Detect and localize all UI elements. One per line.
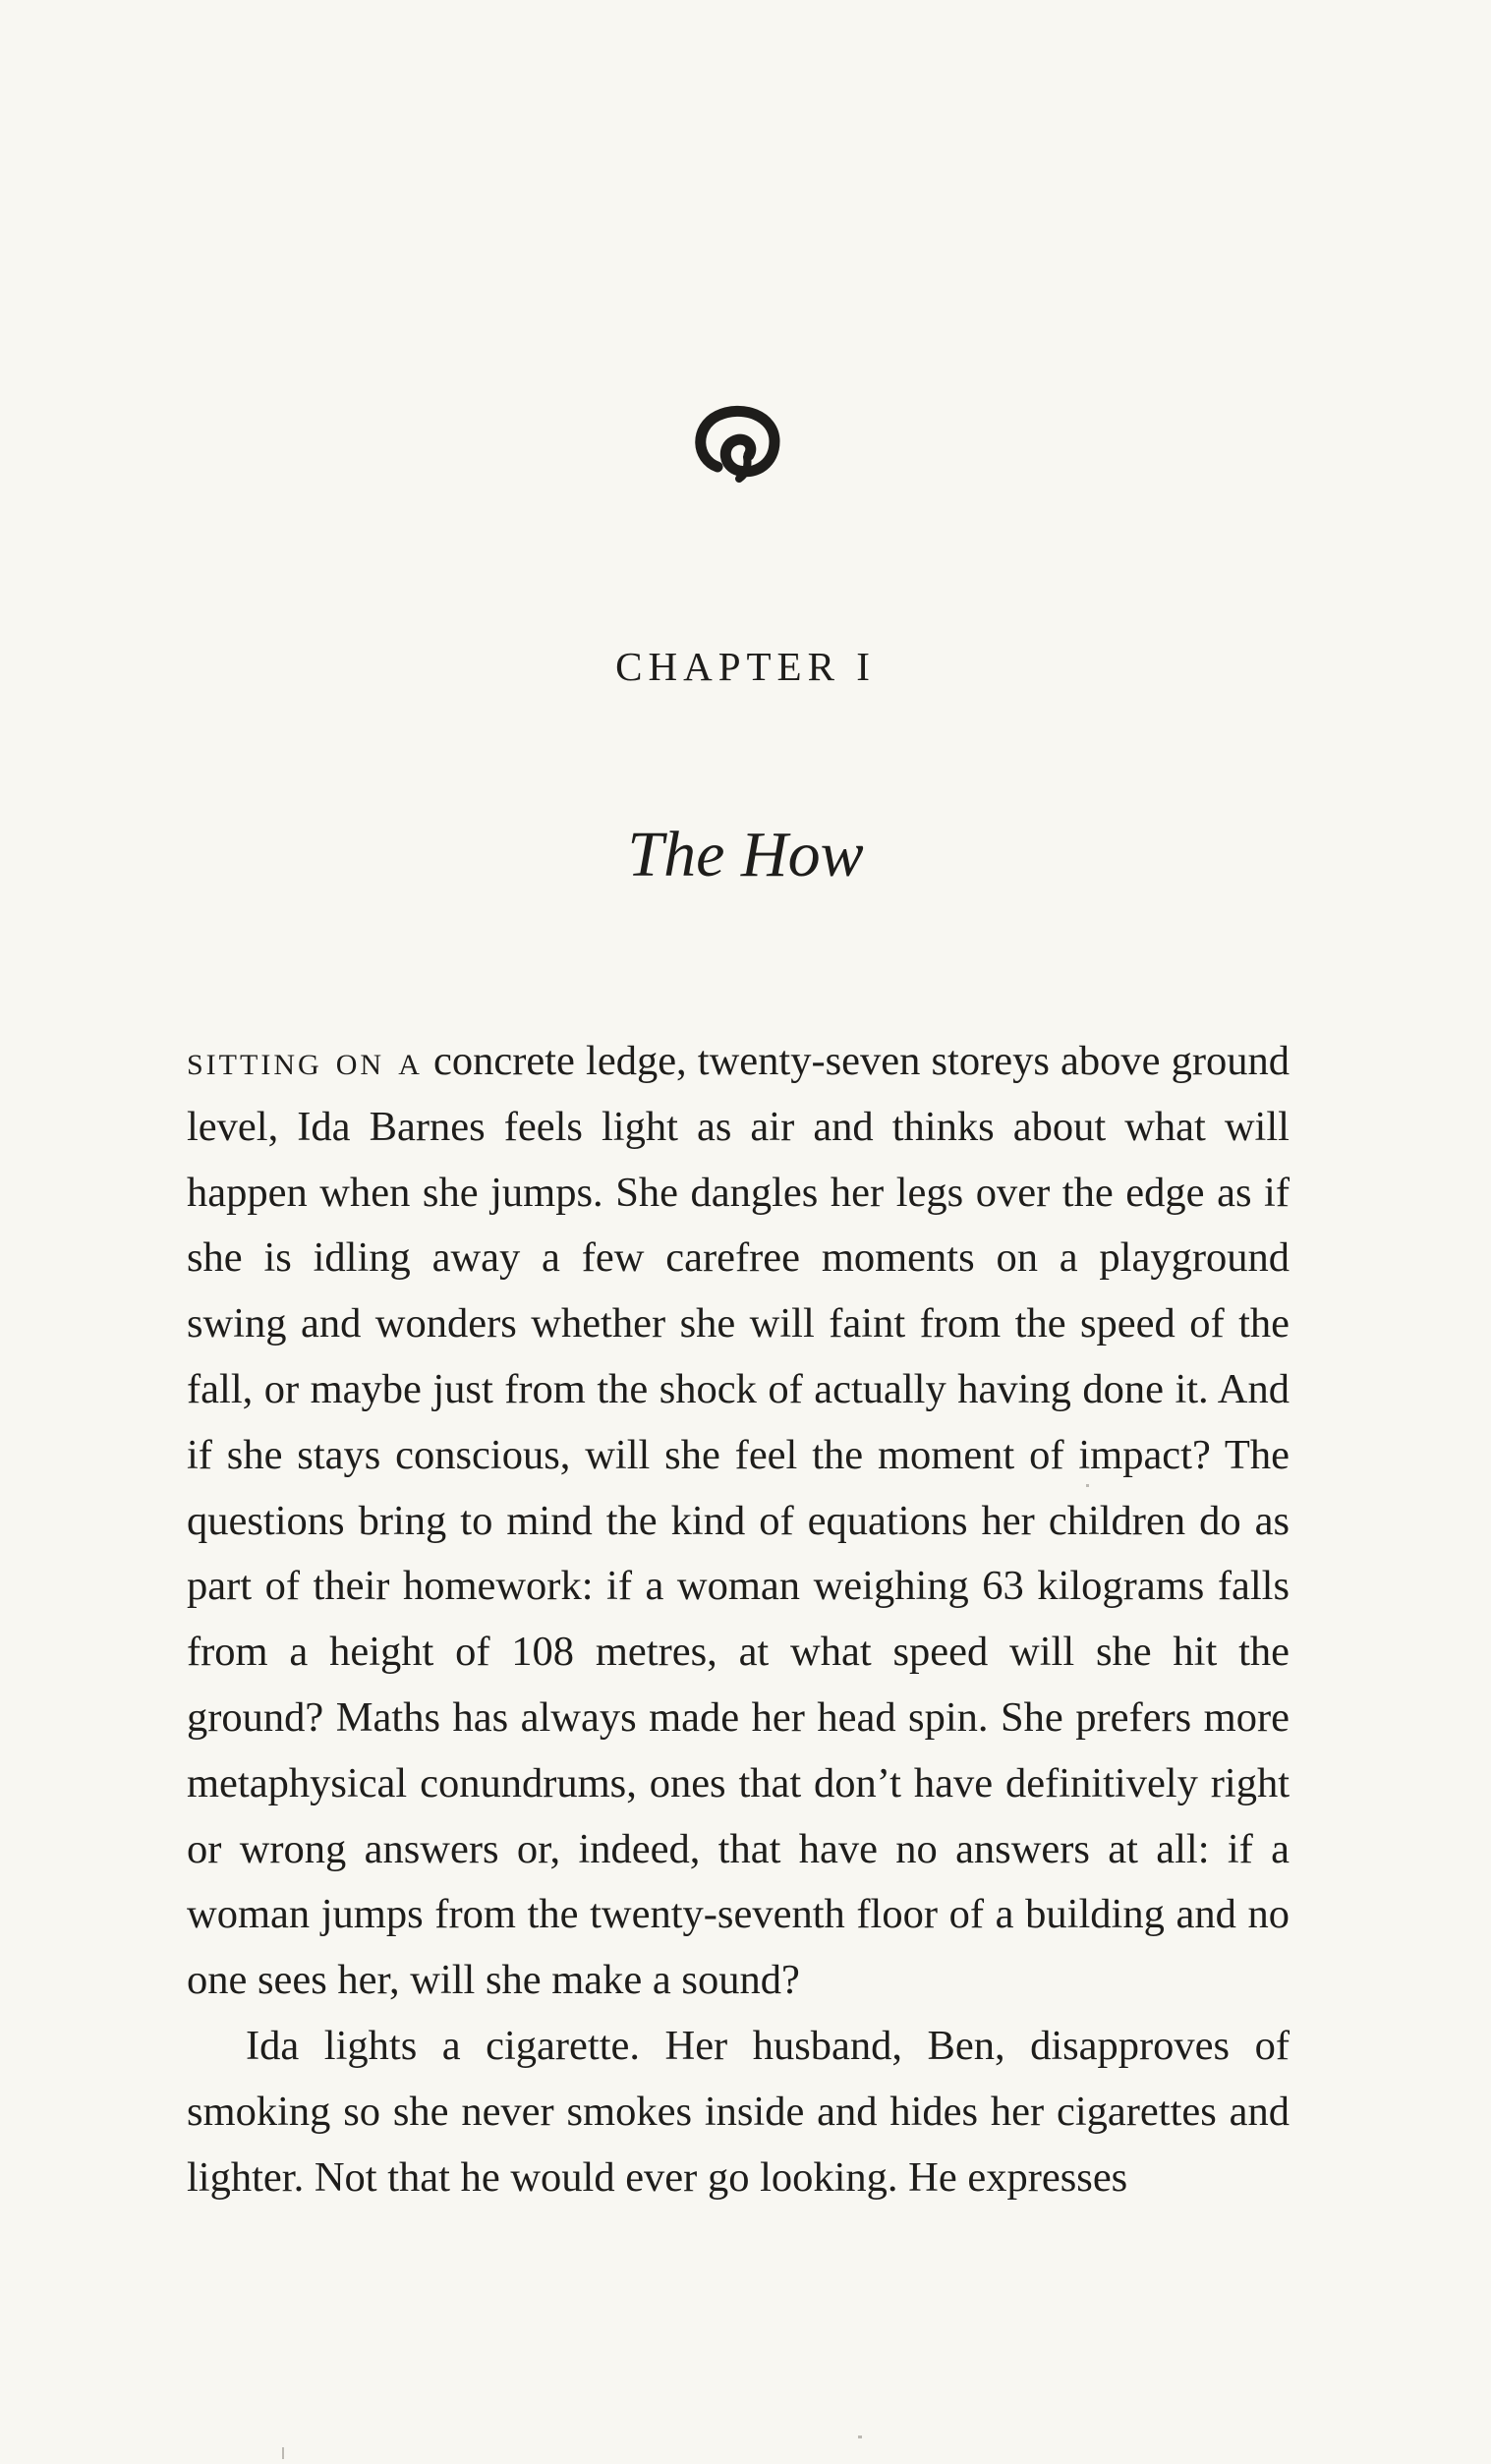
paragraph-1-text: concrete ledge, twenty-seven storeys above ground level, Ida Barnes feels light as air and thinks about what will happen when she jumps. She dangles her legs over the edge as if she is idling away a few carefree moments on a playground swing and wonders whether she will faint from the speed of the fall, or maybe just from the shock of actually having done it. And if she stays conscious, will she feel the moment of impact? The questions bring to mind the kind of equations her children do as part of their homework: if a woman weighing 63 kilograms falls from a height of 108 metres, at what speed will she hit the ground? Maths has always made her head spin. She prefers more metaphysical conundrums, ones that don’t have definitively right or wrong answers or, indeed, that have no answers at all: if a woman jumps from the twenty-seventh floor of a building and no one sees her, will she make a sound? xyxy=(187,1038,1290,2004)
paragraph-1 xyxy=(187,1029,1290,2014)
paragraph-2: Ida lights a cigarette. Her husband, Ben, disapproves of smoking so she never smokes inside and hides her cigarettes and lighter. Not that he would ever go looking. He expresses xyxy=(187,2022,1290,2201)
scan-speck xyxy=(1086,1484,1089,1487)
chapter-number: CHAPTER I xyxy=(615,644,876,689)
scan-speck xyxy=(282,2447,284,2459)
body-text xyxy=(187,1029,1290,2210)
chapter-title: The How xyxy=(627,819,864,890)
lead-in-small-caps: sitting on a xyxy=(187,1038,423,1084)
scan-speck xyxy=(858,2435,862,2438)
spiral-ornament-icon xyxy=(688,398,791,487)
